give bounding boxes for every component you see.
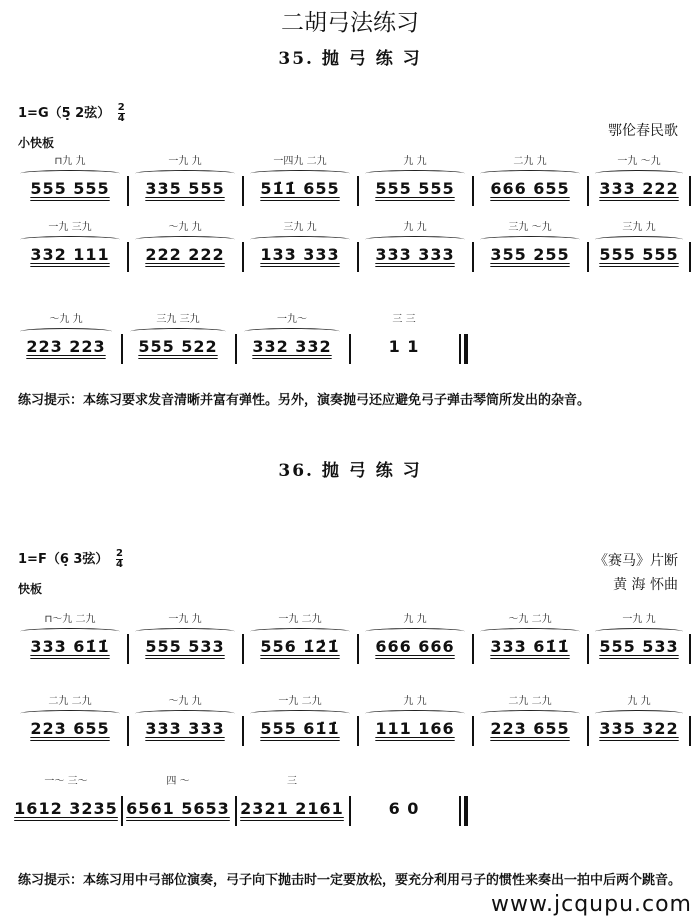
slur	[250, 170, 350, 177]
bowing-marks: 四 〜	[166, 776, 190, 787]
notes: 555 555	[599, 245, 679, 264]
measure	[354, 310, 454, 372]
exercise-35-source: 鄂伦春民歌	[608, 123, 678, 139]
notes: 223 655	[490, 719, 570, 738]
bowing-marks: 九 九	[403, 696, 427, 707]
measure	[14, 610, 126, 672]
exercise-36-composer: 黄 海 怀曲	[613, 577, 678, 593]
barline	[689, 242, 691, 272]
slur	[480, 628, 580, 635]
bowing-marks: 一九〜	[277, 314, 307, 325]
notes: 332 332	[252, 337, 332, 356]
exercise-35-tip	[18, 390, 690, 412]
bowing-marks: 九 九	[403, 156, 427, 167]
notes: 51̇1̇ 655	[260, 179, 340, 198]
exercise-36-source: 《赛马》片断	[594, 553, 678, 569]
slur	[595, 236, 683, 243]
time-top: 2	[115, 548, 123, 559]
final-barline-thick	[464, 334, 468, 364]
notes: 6561 5653	[126, 799, 230, 818]
bowing-marks: 三九 九	[622, 222, 656, 233]
final-barline	[459, 796, 461, 826]
notes: 223 223	[26, 337, 106, 356]
notes: 2321 2161	[240, 799, 344, 818]
slur	[365, 628, 465, 635]
measure	[359, 610, 471, 672]
slur	[20, 236, 120, 243]
slur	[250, 628, 350, 635]
time-signature	[116, 549, 123, 570]
measure	[14, 152, 126, 214]
bowing-marks: 二九 二九	[508, 696, 552, 707]
bowing-marks: 一九 九	[622, 614, 656, 625]
notes: 555 61̇1̇	[260, 719, 340, 738]
measure	[589, 152, 689, 214]
bowing-marks: 〜九 九	[168, 222, 202, 233]
barline	[121, 796, 123, 826]
time-bottom: 4	[115, 559, 123, 570]
exercise-36-row-2	[14, 692, 690, 754]
bowing-marks: 三九 九	[283, 222, 317, 233]
barline	[689, 176, 691, 206]
notes: 1612 3235	[14, 799, 118, 818]
measure	[244, 218, 356, 280]
notes: 355 255	[490, 245, 570, 264]
notes: 335 555	[145, 179, 225, 198]
barline	[235, 796, 237, 826]
slur	[250, 710, 350, 717]
notes: 223 655	[30, 719, 110, 738]
bowing-marks: 〜九 九	[168, 696, 202, 707]
measure	[354, 772, 454, 834]
tip-text: 本练习用中弓部位演奏，弓子向下抛击时一定要放松，要充分利用弓子的惯性来奏出一拍中后两个跳音。	[83, 873, 682, 888]
measure	[474, 692, 586, 754]
exercise-36-row-3	[14, 772, 474, 834]
tip-label: 练习提示：	[18, 873, 84, 888]
slur	[250, 236, 350, 243]
notes: 666 666	[375, 637, 455, 656]
measure	[14, 218, 126, 280]
exercise-36-title: 36. 抛 弓 练 习	[278, 461, 422, 481]
notes: 555 522	[138, 337, 218, 356]
barline	[121, 334, 123, 364]
slur	[135, 170, 235, 177]
notes: 333 333	[375, 245, 455, 264]
notes: 335 322	[599, 719, 679, 738]
notes: 333 333	[145, 719, 225, 738]
measure	[124, 772, 232, 834]
notes: 333 61̇1̇	[30, 637, 110, 656]
slur	[480, 710, 580, 717]
exercise-36-row-1	[14, 610, 690, 672]
exercise-35-title: 35. 抛 弓 练 习	[278, 49, 422, 69]
bowing-marks: 一九 二九	[278, 614, 322, 625]
slur	[130, 328, 226, 335]
notes: 555 533	[145, 637, 225, 656]
measure	[359, 152, 471, 214]
notes: 6 0	[388, 799, 420, 818]
slur	[135, 710, 235, 717]
slur	[365, 710, 465, 717]
tip-label: 练习提示：	[18, 393, 84, 408]
bowing-marks: 一四九 二九	[273, 156, 327, 167]
notes: 133 333	[260, 245, 340, 264]
measure	[474, 218, 586, 280]
key-text: 1=F（6̣ 3弦）	[18, 552, 109, 567]
page-title: 二胡弓法练习	[281, 10, 419, 36]
measure	[474, 152, 586, 214]
exercise-35-row-1	[14, 152, 690, 214]
slur	[244, 328, 340, 335]
exercise-36-key-signature	[18, 548, 123, 570]
bowing-marks: 三九 〜九	[508, 222, 552, 233]
measure	[129, 152, 241, 214]
measure	[474, 610, 586, 672]
measure	[238, 772, 346, 834]
notes: 556 1̇2̇1̇	[260, 637, 340, 656]
bowing-marks: 九 九	[403, 614, 427, 625]
notes: 333 61̇1̇	[490, 637, 570, 656]
slur	[20, 328, 112, 335]
exercise-35-row-3	[14, 310, 474, 372]
notes: 555 533	[599, 637, 679, 656]
slur	[595, 628, 683, 635]
time-bottom: 4	[117, 113, 125, 124]
bowing-marks: 一九 三九	[48, 222, 92, 233]
bowing-marks: 九 九	[403, 222, 427, 233]
measure	[589, 610, 689, 672]
slur	[20, 710, 120, 717]
final-barline-thick	[464, 796, 468, 826]
notes: 666 655	[490, 179, 570, 198]
site-watermark: www.jcqupu.com	[491, 892, 692, 917]
slur	[135, 236, 235, 243]
measure	[14, 772, 118, 834]
bowing-marks: 一九 二九	[278, 696, 322, 707]
notes: 222 222	[145, 245, 225, 264]
bowing-marks: 三九 三九	[156, 314, 200, 325]
measure	[124, 310, 232, 372]
barline	[235, 334, 237, 364]
final-barline	[459, 334, 461, 364]
notes: 555 555	[30, 179, 110, 198]
exercise-35-row-2	[14, 218, 690, 280]
bowing-marks: 二九 二九	[48, 696, 92, 707]
measure	[359, 218, 471, 280]
measure	[238, 310, 346, 372]
time-signature	[118, 103, 125, 124]
slur	[365, 170, 465, 177]
slur	[20, 628, 120, 635]
measure	[129, 218, 241, 280]
key-text: 1=G（5̣ 2弦）	[18, 106, 111, 121]
measure	[589, 218, 689, 280]
notes: 332 111	[30, 245, 110, 264]
barline	[689, 634, 691, 664]
measure	[14, 692, 126, 754]
bowing-marks: 一九 〜九	[617, 156, 661, 167]
barline	[349, 796, 351, 826]
tip-text: 本练习要求发音清晰并富有弹性。另外，演奏抛弓还应避免弓子弹击琴筒所发出的杂音。	[83, 393, 591, 408]
bowing-marks: ⊓〜九 二九	[44, 614, 96, 625]
slur	[365, 236, 465, 243]
barline	[689, 716, 691, 746]
slur	[480, 236, 580, 243]
bowing-marks: 二九 九	[513, 156, 547, 167]
measure	[244, 610, 356, 672]
measure	[129, 610, 241, 672]
bowing-marks: 九 九	[627, 696, 651, 707]
measure	[589, 692, 689, 754]
measure	[129, 692, 241, 754]
measure	[14, 310, 118, 372]
notes: 333 222	[599, 179, 679, 198]
slur	[480, 170, 580, 177]
bowing-marks: 一九 九	[168, 614, 202, 625]
measure	[244, 152, 356, 214]
bowing-marks: 三 三	[392, 314, 416, 325]
bowing-marks: 一〜 三〜	[44, 776, 88, 787]
time-top: 2	[117, 102, 125, 113]
measure	[359, 692, 471, 754]
slur	[20, 170, 120, 177]
bowing-marks: 一九 九	[168, 156, 202, 167]
notes: 555 555	[375, 179, 455, 198]
exercise-36-tip	[18, 870, 690, 892]
barline	[349, 334, 351, 364]
exercise-35-key-signature	[18, 102, 125, 124]
measure	[244, 692, 356, 754]
notes: 1 1	[388, 337, 420, 356]
bowing-marks: 三	[287, 776, 297, 787]
bowing-marks: ⊓九 九	[54, 156, 86, 167]
slur	[595, 170, 683, 177]
exercise-36-tempo: 快板	[18, 582, 43, 596]
notes: 111 166	[375, 719, 455, 738]
slur	[135, 628, 235, 635]
exercise-35-tempo: 小快板	[18, 136, 55, 150]
bowing-marks: 〜九 九	[49, 314, 83, 325]
bowing-marks: 〜九 二九	[508, 614, 552, 625]
slur	[595, 710, 683, 717]
